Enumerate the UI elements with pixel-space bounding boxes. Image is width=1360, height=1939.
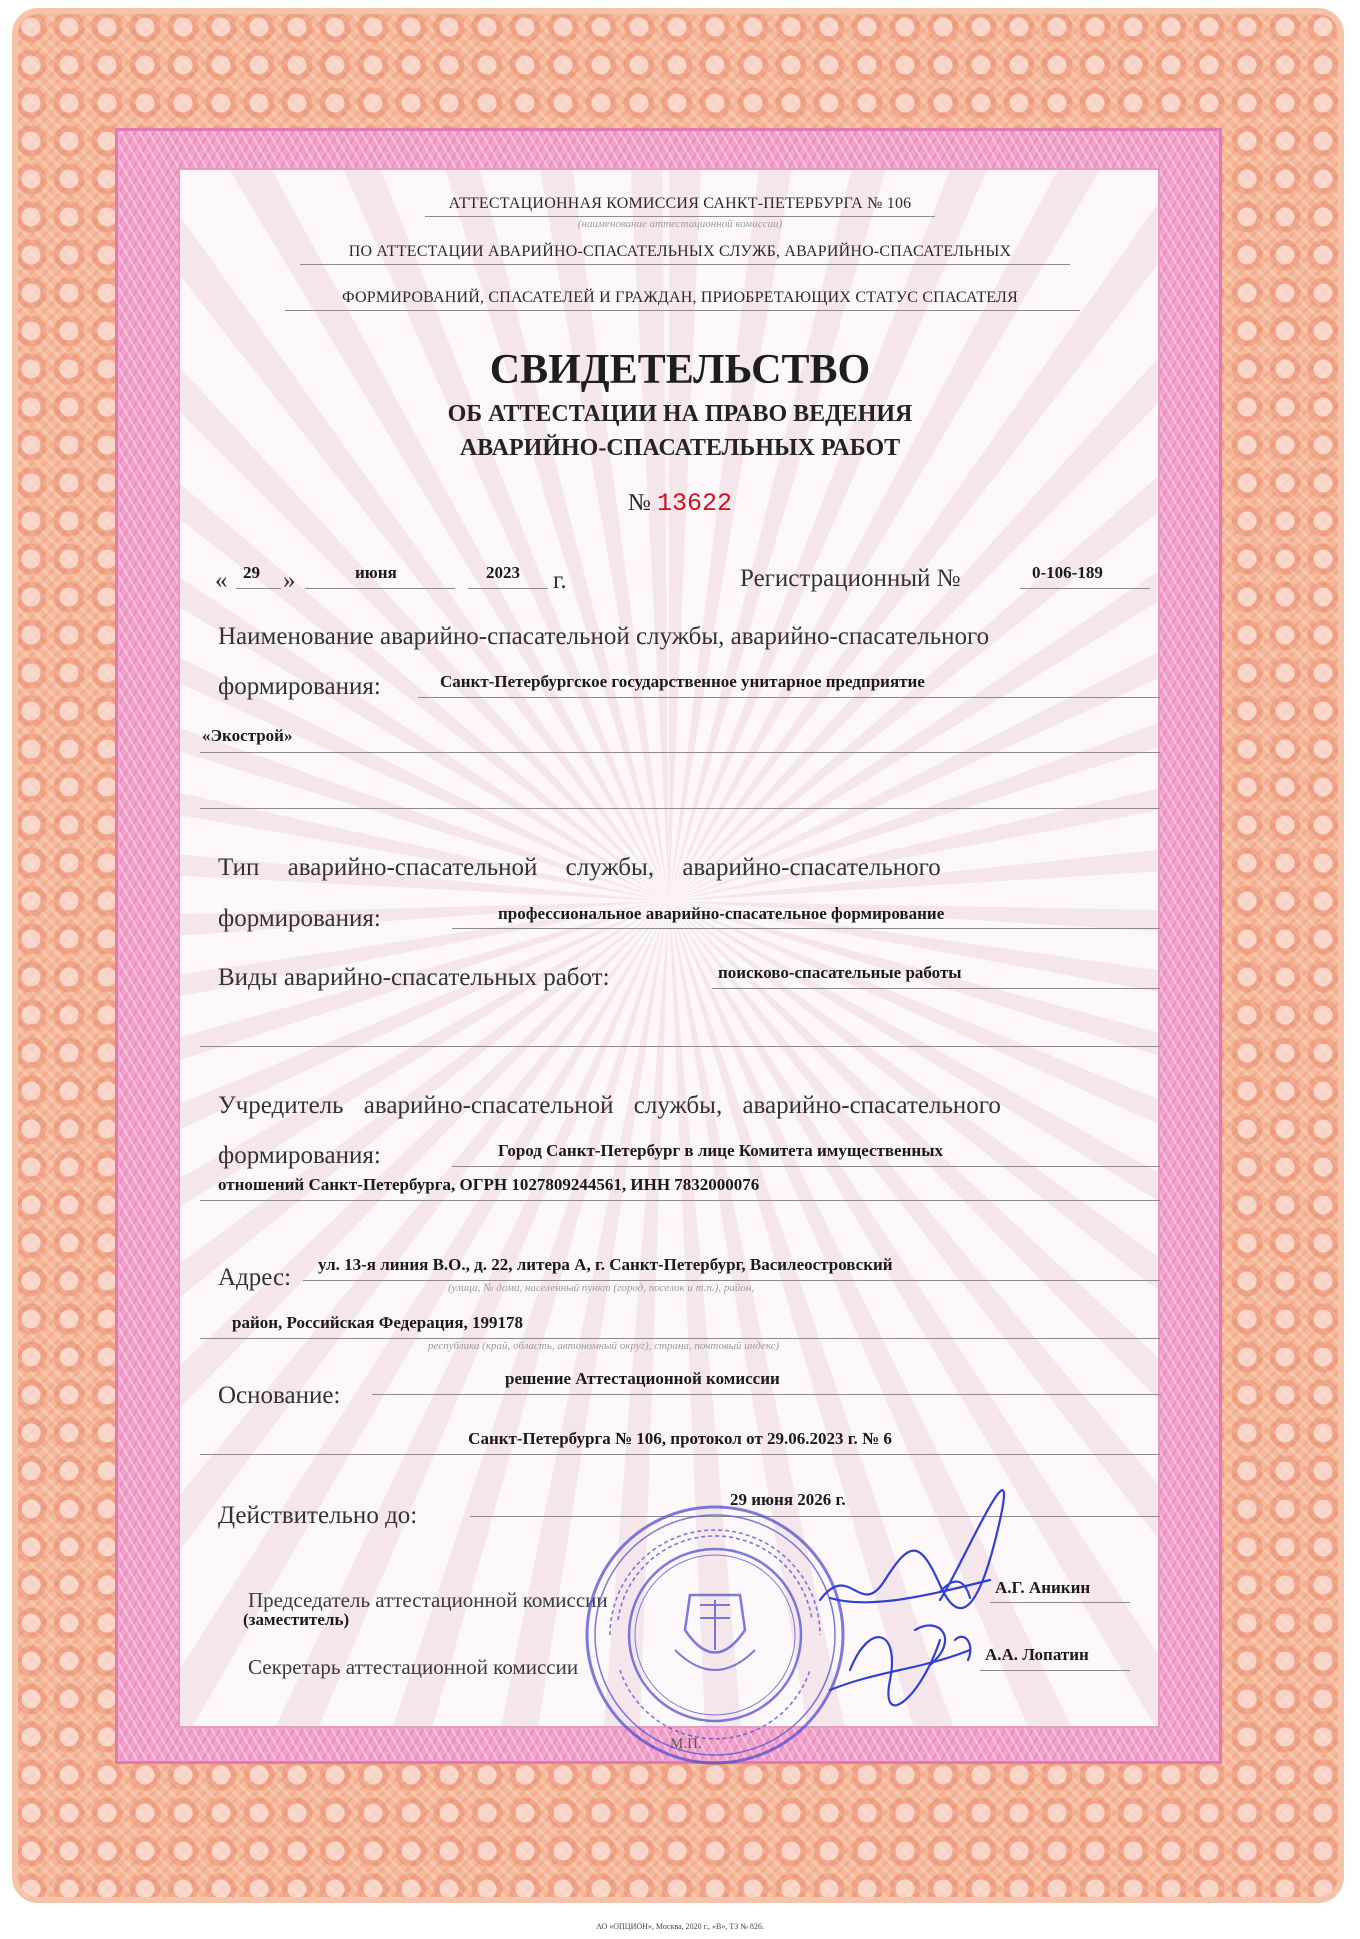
number-prefix: № bbox=[628, 490, 651, 516]
handwritten-signatures bbox=[790, 1480, 1050, 1740]
date-month: июня bbox=[355, 563, 397, 582]
valid-until-value: 29 июня 2026 г. bbox=[730, 1490, 846, 1509]
basis-label: Основание: bbox=[218, 1382, 341, 1409]
service-name-line-3 bbox=[200, 808, 1160, 809]
registration-number: 0-106-189 bbox=[1032, 563, 1103, 582]
commission-underline bbox=[425, 216, 935, 217]
chairman-label-sub: (заместитель) bbox=[243, 1610, 350, 1629]
header-underline-2 bbox=[300, 264, 1070, 265]
valid-until-label: Действительно до: bbox=[218, 1502, 418, 1529]
founder-label-1: Учредитель аварийно-спасательной службы, аварийно-спасательного bbox=[218, 1092, 1001, 1119]
registration-label: Регистрационный № bbox=[740, 565, 961, 592]
service-name-label-2: формирования: bbox=[218, 673, 381, 700]
founder-label-2: формирования: bbox=[218, 1142, 381, 1169]
date-year: 2023 bbox=[486, 563, 520, 582]
chairman-name: А.Г. Аникин bbox=[995, 1578, 1091, 1597]
registration-line bbox=[1020, 588, 1150, 589]
address-hint-1: (улица, № дома, населенный пункт (город, поселок и т.п.), район, bbox=[448, 1282, 755, 1294]
chairman-label: Председатель аттестационной комиссии bbox=[248, 1588, 608, 1612]
founder-line-2 bbox=[200, 1200, 1160, 1201]
basis-value-2: Санкт-Петербурга № 106, протокол от 29.06.2023 г. № 6 bbox=[468, 1429, 892, 1448]
header-underline-3 bbox=[285, 310, 1080, 311]
stamp-mark: М.П. bbox=[670, 1736, 702, 1752]
work-kinds-value: поисково-спасательные работы bbox=[718, 963, 962, 982]
work-kinds-line-1 bbox=[712, 988, 1160, 989]
address-value-1: ул. 13-я линия В.О., д. 22, литера А, г. Санкт-Петербург, Василеостровский bbox=[318, 1255, 893, 1274]
date-open-quote: « bbox=[215, 567, 228, 594]
service-name-label-1: Наименование аварийно-спасательной службы, аварийно-спасательного bbox=[218, 623, 990, 650]
secretary-label: Секретарь аттестационной комиссии bbox=[248, 1655, 579, 1679]
secretary-name: А.А. Лопатин bbox=[985, 1645, 1089, 1664]
address-label: Адрес: bbox=[218, 1264, 292, 1291]
address-value-2: район, Российская Федерация, 199178 bbox=[232, 1313, 524, 1332]
basis-line-1 bbox=[372, 1394, 1160, 1395]
document-title: СВИДЕТЕЛЬСТВО bbox=[489, 347, 871, 393]
commission-name: АТТЕСТАЦИОННАЯ КОМИССИЯ САНКТ-ПЕТЕРБУРГА № 106 bbox=[448, 195, 912, 212]
service-type-line bbox=[452, 928, 1160, 929]
founder-line-1 bbox=[452, 1166, 1160, 1167]
date-day-line bbox=[236, 588, 281, 589]
service-type-label-2: формирования: bbox=[218, 905, 381, 932]
service-type-value: профессиональное аварийно-спасательное формирование bbox=[498, 904, 945, 923]
service-name-line-1 bbox=[418, 697, 1160, 698]
address-hint-2: республика (край, область, автономный округ), страна, почтовый индекс) bbox=[428, 1340, 780, 1352]
header-line-2: ПО АТТЕСТАЦИИ АВАРИЙНО-СПАСАТЕЛЬНЫХ СЛУЖБ, АВАРИЙНО-СПАСАТЕЛЬНЫХ bbox=[348, 243, 1012, 260]
date-day: 29 bbox=[243, 563, 260, 582]
basis-value-1: решение Аттестационной комиссии bbox=[505, 1369, 780, 1388]
number-value: 13622 bbox=[656, 489, 732, 518]
address-line-1 bbox=[303, 1280, 1160, 1281]
date-year-suffix: г. bbox=[553, 567, 567, 594]
date-year-line bbox=[468, 588, 548, 589]
date-close-quote: » bbox=[283, 567, 296, 594]
date-month-line bbox=[305, 588, 455, 589]
document-subtitle-1: ОБ АТТЕСТАЦИИ НА ПРАВО ВЕДЕНИЯ bbox=[447, 401, 913, 427]
work-kinds-label: Виды аварийно-спасательных работ: bbox=[218, 964, 610, 991]
service-name-value-2: «Экострой» bbox=[202, 726, 293, 745]
work-kinds-line-2 bbox=[200, 1046, 1160, 1047]
address-line-2 bbox=[200, 1338, 1160, 1339]
service-type-label-1: Тип аварийно-спасательной службы, аварийно-спасательного bbox=[218, 854, 941, 881]
commission-hint: (наименование аттестационной комиссии) bbox=[577, 218, 783, 230]
basis-line-2 bbox=[200, 1454, 1160, 1455]
printer-imprint: АО «ОПЦИОН», Москва, 2020 г., «В», ТЗ № 826. bbox=[596, 1922, 764, 1931]
document-subtitle-2: АВАРИЙНО-СПАСАТЕЛЬНЫХ РАБОТ bbox=[459, 435, 901, 461]
certificate-number bbox=[0, 489, 1360, 518]
founder-value-1: Город Санкт-Петербург в лице Комитета имущественных bbox=[498, 1141, 943, 1160]
service-name-value-1: Санкт-Петербургское государственное унитарное предприятие bbox=[440, 672, 925, 691]
header-line-3: ФОРМИРОВАНИЙ, СПАСАТЕЛЕЙ И ГРАЖДАН, ПРИОБРЕТАЮЩИХ СТАТУС СПАСАТЕЛЯ bbox=[342, 289, 1018, 306]
founder-value-2: отношений Санкт-Петербурга, ОГРН 1027809244561, ИНН 7832000076 bbox=[218, 1175, 760, 1194]
service-name-line-2 bbox=[200, 752, 1160, 753]
